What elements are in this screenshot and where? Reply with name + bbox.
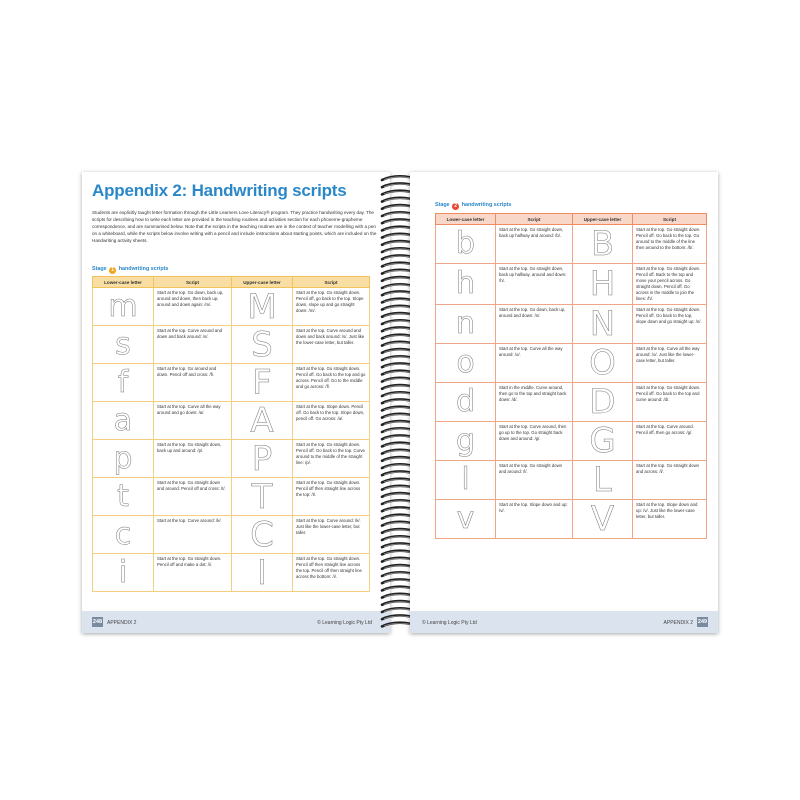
- upper-letter-script: Start at the top. Curve all the way around: /o/. Just like the lower-case letter, but taller.: [633, 344, 707, 383]
- lower-letter-script: Start at the top. Go straight down. Pencil off and make a dot: /i/.: [154, 554, 232, 592]
- lower-letter-cell: [93, 478, 154, 516]
- table-row: [93, 326, 370, 364]
- footer-copyright: © Learning Logic Pty Ltd: [317, 620, 372, 626]
- lower-letter-cell: [93, 326, 154, 364]
- stage-label: Stage: [92, 266, 107, 272]
- upper-letter-cell: [573, 264, 633, 305]
- lower-letter-glyph: s: [115, 326, 131, 362]
- lower-letter-cell: [93, 288, 154, 326]
- lower-letter-glyph: n: [455, 306, 475, 341]
- upper-letter-cell: [573, 422, 633, 461]
- lower-letter-glyph: c: [114, 516, 132, 552]
- lower-letter-script: Start at the top. Go straight down and around: /l/.: [496, 461, 573, 500]
- upper-letter-script: Start at the top. Go straight down. Pencil off then straight line across the top: /t/.: [293, 478, 370, 516]
- upper-letter-cell: [232, 554, 293, 592]
- table-row: [93, 364, 370, 402]
- header-script: Script: [154, 277, 232, 288]
- header-upper: Upper-case letter: [573, 214, 633, 225]
- upper-letter-script: Start at the top. Go straight down. Pencil off, go back to the top. Slope down, slope up and go straight down: /m/.: [293, 288, 370, 326]
- table-row: [436, 461, 707, 500]
- upper-letter-glyph: H: [589, 264, 616, 304]
- table-row: [436, 383, 707, 422]
- lower-letter-script: Start at the top. Curve around and down and back around: /s/.: [154, 326, 232, 364]
- upper-letter-glyph: F: [252, 363, 272, 402]
- stage-number-badge: 1: [109, 267, 116, 274]
- table-row: [436, 225, 707, 264]
- upper-letter-script: Start at the top. Go straight down. Pencil off then straight line across the top. Pencil off then straight line across the bottom: /i/.: [293, 554, 370, 592]
- upper-letter-glyph: D: [589, 382, 616, 422]
- lower-letter-cell: [93, 516, 154, 554]
- table-row: [436, 344, 707, 383]
- lower-letter-cell: [436, 225, 496, 264]
- table-row: [93, 554, 370, 592]
- table-row: [436, 264, 707, 305]
- upper-letter-cell: [573, 500, 633, 539]
- stage-label-suffix: handwriting scripts: [118, 266, 169, 272]
- upper-letter-script: Start at the top. Go straight down. Pencil off. Go back to the top. Go around to the middle of the line then around to the bottom: /b/.: [633, 225, 707, 264]
- upper-letter-cell: [573, 225, 633, 264]
- stage-1-table: [92, 276, 370, 592]
- upper-letter-script: Start at the top. Go straight down. Pencil off. Go back to the top and go across. Pencil off. Go to the middle and go across: /f/.: [293, 364, 370, 402]
- upper-letter-cell: [573, 344, 633, 383]
- upper-letter-glyph: A: [250, 401, 274, 440]
- upper-letter-cell: [232, 326, 293, 364]
- lower-letter-cell: [436, 461, 496, 500]
- upper-letter-script: Start at the top. Curve around and down and back around: /s/. Just like the lower-case letter, but taller.: [293, 326, 370, 364]
- lower-letter-cell: [93, 364, 154, 402]
- lower-letter-script: Start at the top. Go straight down, back up halfway, around and down: /h/.: [496, 264, 573, 305]
- right-page: [410, 172, 718, 633]
- table-row: [436, 422, 707, 461]
- stage-1-heading: [92, 266, 168, 274]
- lower-letter-script: Start at the top. Go straight down and around. Pencil off and cross: /t/.: [154, 478, 232, 516]
- upper-letter-glyph: T: [251, 477, 273, 516]
- table-row: [93, 516, 370, 554]
- upper-letter-cell: [232, 364, 293, 402]
- lower-letter-glyph: f: [117, 364, 129, 400]
- lower-letter-script: Start at the top. Go around and down. Pencil off and cross: /f/.: [154, 364, 232, 402]
- upper-letter-glyph: O: [589, 343, 616, 383]
- lower-letter-cell: [93, 402, 154, 440]
- upper-letter-script: Start at the top. Curve around. Pencil off, then go across: /g/.: [633, 422, 707, 461]
- lower-letter-cell: [93, 440, 154, 478]
- lower-letter-script: Start at the top. Go straight down, back up halfway and around: /b/.: [496, 225, 573, 264]
- upper-letter-cell: [232, 288, 293, 326]
- header-lower: Lower-case letter: [436, 214, 496, 225]
- upper-letter-script: Start at the top. Curve around: /k/. Just like the lower-case letter, but taller.: [293, 516, 370, 554]
- upper-letter-glyph: I: [256, 553, 268, 592]
- upper-letter-cell: [573, 305, 633, 344]
- lower-letter-cell: [436, 500, 496, 539]
- header-script: Script: [496, 214, 573, 225]
- lower-letter-script: Start in the middle. Curve around, then go to the top and straight back down: /d/.: [496, 383, 573, 422]
- lower-letter-cell: [436, 422, 496, 461]
- lower-letter-glyph: t: [117, 478, 129, 514]
- lower-letter-script: Start at the top. Go down, back up, around and down: /n/.: [496, 305, 573, 344]
- upper-letter-cell: [573, 461, 633, 500]
- lower-letter-cell: [436, 305, 496, 344]
- table-row: [436, 500, 707, 539]
- lower-letter-cell: [93, 554, 154, 592]
- table-row: [93, 440, 370, 478]
- upper-letter-glyph: V: [590, 499, 615, 539]
- footer-section: APPENDIX 2: [107, 620, 137, 626]
- lower-letter-script: Start at the top. Slope down and up: /v/.: [496, 500, 573, 539]
- lower-letter-glyph: l: [461, 462, 470, 497]
- upper-letter-script: Start at the top. Go straight down. Pencil off. Go back to the top. Curve around to the middle of the straight line: /p/.: [293, 440, 370, 478]
- upper-letter-glyph: P: [251, 439, 273, 478]
- footer-copyright: © Learning Logic Pty Ltd: [422, 620, 477, 626]
- lower-letter-script: Start at the top. Curve around: /k/.: [154, 516, 232, 554]
- lower-letter-glyph: p: [113, 440, 133, 476]
- upper-letter-cell: [232, 402, 293, 440]
- page-number: 248: [92, 619, 103, 625]
- lower-letter-script: Start at the top. Curve all the way around: /o/.: [496, 344, 573, 383]
- table-row: [93, 478, 370, 516]
- header-script: Script: [633, 214, 707, 225]
- upper-letter-glyph: S: [251, 325, 273, 364]
- stage-label-suffix: handwriting scripts: [461, 202, 512, 208]
- lower-letter-script: Start at the top. Curve around, then go up to the top. Go straight back down and around: /g/.: [496, 422, 573, 461]
- lower-letter-glyph: v: [456, 501, 475, 536]
- footer-section: APPENDIX 2: [663, 620, 693, 626]
- header-lower: Lower-case letter: [93, 277, 154, 288]
- lower-letter-glyph: b: [455, 226, 476, 261]
- page-title: Appendix 2: Handwriting scripts: [92, 181, 347, 200]
- lower-letter-cell: [436, 383, 496, 422]
- lower-letter-cell: [436, 264, 496, 305]
- stage-number-badge: 2: [452, 203, 459, 210]
- upper-letter-glyph: M: [247, 287, 277, 326]
- upper-letter-script: Start at the top. Slope down. Pencil off. Go back to the top. Slope down, pencil off. Go across: /a/.: [293, 402, 370, 440]
- lower-letter-glyph: g: [455, 423, 476, 458]
- upper-letter-cell: [232, 478, 293, 516]
- page-number: 249: [697, 619, 708, 625]
- left-page: [82, 172, 390, 633]
- upper-letter-cell: [232, 516, 293, 554]
- header-upper: Upper-case letter: [232, 277, 293, 288]
- page-footer: [82, 611, 390, 633]
- lower-letter-glyph: o: [456, 345, 475, 380]
- upper-letter-glyph: G: [589, 421, 616, 461]
- upper-letter-script: Start at the top. Slope down and up: /v/. Just like the lower-case letter, but taller.: [633, 500, 707, 539]
- stage-label: Stage: [435, 202, 450, 208]
- stage-2-heading: [435, 202, 511, 210]
- upper-letter-cell: [232, 440, 293, 478]
- upper-letter-script: Start at the top. Go straight down. Pencil off. Back to the top and move your pencil across. Go straight down. Pencil off. Go across in the middle to join the lines: /h/.: [633, 264, 707, 305]
- upper-letter-glyph: C: [250, 515, 274, 554]
- table-row: [436, 305, 707, 344]
- lower-letter-glyph: d: [455, 384, 476, 419]
- upper-letter-cell: [573, 383, 633, 422]
- upper-letter-script: Start at the top. Go straight down. Pencil off. Go back to the top and curve around: /d/.: [633, 383, 707, 422]
- intro-paragraph: Students are explicitly taught letter formation through the Little Learners Love Literacy® program. They practice handwriting every day. The scripts for describing how to write each letter are provided in the teaching routines and activities section for each phoneme-grapheme correspondence, and are summarised below. Note that the scripts in the teaching routines are in the context of teacher modelling with a pen on a whiteboard, while the scripts below involve writing with a pencil and include instructions about starting points, which are included on the Handwriting activity sheets.: [92, 210, 377, 243]
- header-script: Script: [293, 277, 370, 288]
- table-row: [93, 402, 370, 440]
- lower-letter-glyph: h: [455, 266, 475, 301]
- lower-letter-glyph: m: [108, 288, 138, 324]
- upper-letter-glyph: L: [593, 460, 612, 500]
- lower-letter-cell: [436, 344, 496, 383]
- stage-2-table: [435, 213, 707, 539]
- lower-letter-glyph: i: [118, 554, 128, 590]
- lower-letter-script: Start at the top. Curve all the way around and go down: /a/.: [154, 402, 232, 440]
- upper-letter-script: Start at the top. Go straight down. Pencil off. Go back to the top, slope down and go straight up: /n/.: [633, 305, 707, 344]
- upper-letter-glyph: B: [590, 224, 615, 264]
- upper-letter-glyph: N: [589, 304, 616, 344]
- upper-letter-script: Start at the top. Go straight down and across: /l/.: [633, 461, 707, 500]
- page-footer: [410, 611, 718, 633]
- table-row: [93, 288, 370, 326]
- lower-letter-glyph: a: [113, 402, 133, 438]
- lower-letter-script: Start at the top. Go straight down, back up and around: /p/.: [154, 440, 232, 478]
- lower-letter-script: Start at the top. Go down, back up, around and down, then back up, around and down again: /m/.: [154, 288, 232, 326]
